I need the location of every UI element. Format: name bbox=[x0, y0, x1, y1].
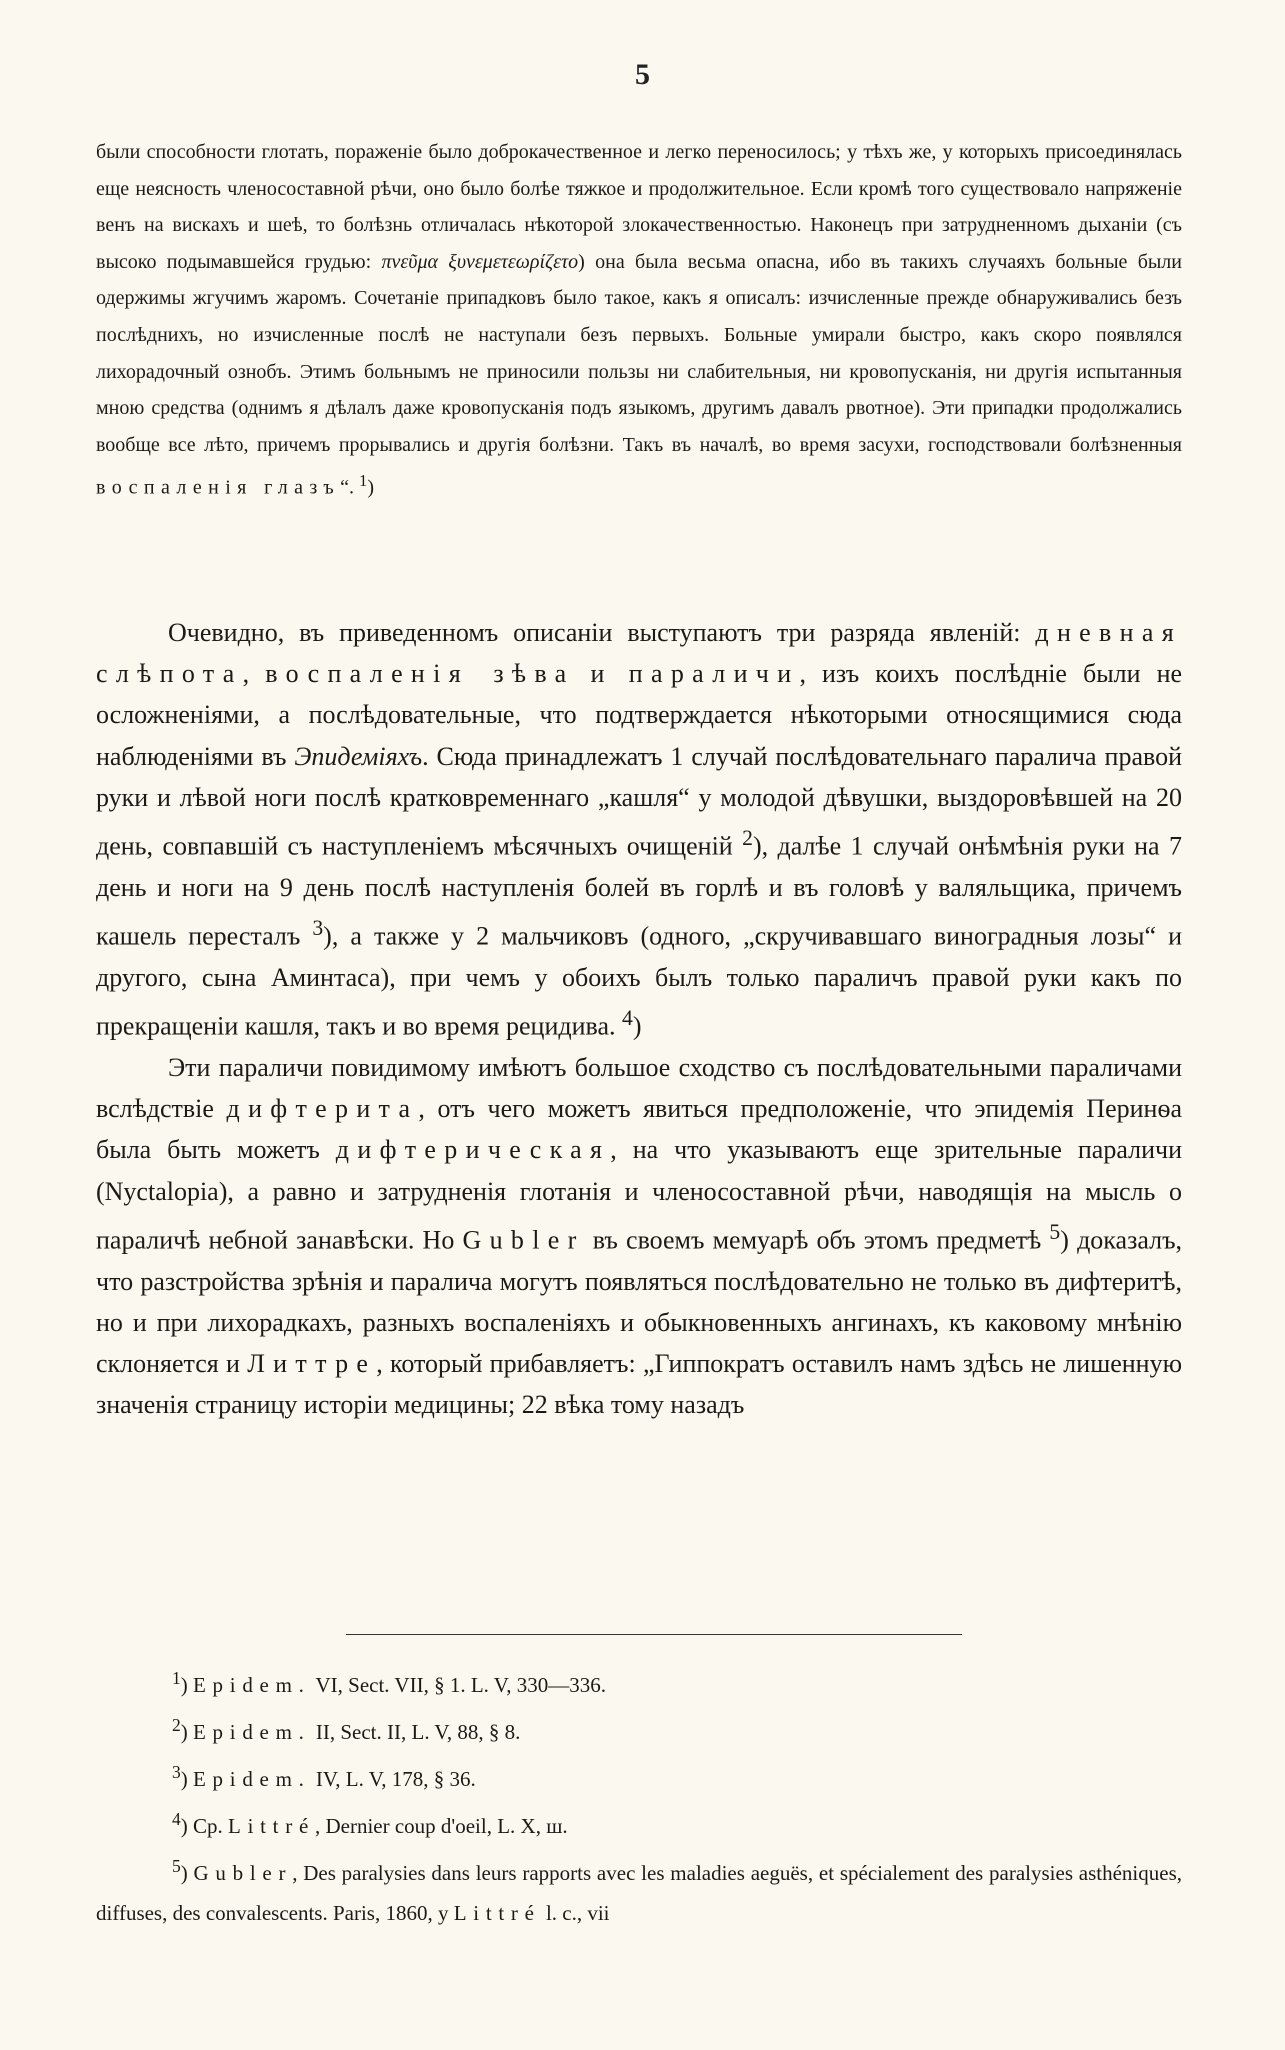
text: , на что указываютъ еще зрительные параличи (Nyctalopia), а равно и затрудненія глотанія и членосоставной рѣчи, наводящія на мысль о параличѣ небной занавѣски. Но bbox=[96, 1135, 1182, 1255]
text: . Сюда принадлежатъ 1 случай послѣдовательнаго паралича правой руки и лѣвой ноги послѣ кратковременнаго „кашля“ у молодой дѣвушки, выздоровѣвшей на 20 день, совпавшій съ наступленіемъ мѣсячныхъ очищеній bbox=[96, 741, 1183, 861]
text: Очевидно, въ приведенномъ описаніи выступаютъ три разряда явленій: bbox=[168, 618, 1021, 647]
footnotes bbox=[96, 1658, 1182, 1933]
text: , который прибавляетъ: „Гиппократъ оставилъ намъ здѣсь не лишенную значенія страницу исторіи медицины; 22 вѣка тому назадъ bbox=[96, 1349, 1183, 1420]
italic-term: Эпидеміяхъ bbox=[294, 741, 423, 771]
footnote: $^1$) Epidem. VI, Sect. VII, § 1. L. V, 330—336. bbox=[172, 1668, 606, 1697]
spaced-term: дифтерическая bbox=[335, 1135, 611, 1165]
spaced-term: Epidem. bbox=[193, 1767, 311, 1791]
quoted-passage bbox=[96, 134, 1182, 507]
page-number: 5 bbox=[635, 58, 650, 91]
text: ) доказалъ, что разстройства зрѣнія и паралича могутъ появляться послѣдовательно не только въ дифтеритѣ, но и при лихорадкахъ, разныхъ воспаленіяхъ и обыкновенныхъ ангинахъ, къ каковому мнѣнію склоняется и bbox=[96, 1225, 1183, 1379]
footnote-text: l. c., vii bbox=[540, 1901, 610, 1925]
spaced-term: дифтерита bbox=[226, 1094, 419, 1124]
spaced-term: воспаленія глазъ bbox=[96, 477, 341, 499]
spaced-term: Gubler bbox=[193, 1861, 293, 1885]
footnote-mark: 3 bbox=[172, 1762, 181, 1782]
footnote-text: II, Sect. II, L. V, 88, § 8. bbox=[310, 1720, 521, 1744]
footnote: $^4$) Cp. Littré, Dernier coup d'oeil, L. X, ш. bbox=[172, 1809, 568, 1838]
footnote-text: Cp. bbox=[193, 1814, 229, 1838]
text: ), далѣе 1 случай онѣмѣнія руки на 7 день и ноги на 9 день послѣ наступленія болей въ горлѣ и въ головѣ у валяльщика, причемъ кашель пересталъ bbox=[96, 831, 1183, 951]
spaced-term: Littré bbox=[453, 1901, 541, 1925]
quote-text: ) bbox=[367, 477, 374, 499]
footnote-text: , Des paralysies dans leurs rapports avec les maladies aeguës, et spécialement des paralysies asthéniques, diffuses, des convalescents. Paris, 1860, y bbox=[96, 1861, 1183, 1925]
footnote-ref: 4 bbox=[622, 1006, 633, 1031]
text: , отъ чего можетъ явиться предположеніе, что эпидемія Перинѳа была быть можетъ bbox=[96, 1094, 1182, 1165]
footnote-ref: 1 bbox=[359, 471, 368, 491]
quote-text: ) она была весьма опасна, ибо въ такихъ случаяхъ больные были одержимы жгучимъ жаромъ. Сочетаніе припадковъ было такое, какъ я описалъ: изчисленные прежде обнаруживались безъ послѣднихъ, но изчисленные послѣ не наступали безъ первыхъ. Больные умирали быстро, какъ скоро появлялся лихорадочный ознобъ. Этимъ больнымъ не приносили пользы ни слабительныя, ни кровопусканія, ни другія испытанныя мною средства (однимъ я дѣлалъ даже кровопусканія подъ языкомъ, другимъ давалъ рвотное). Эти припадки продолжались вообще все лѣто, причемъ прорывались и другія болѣзни. Такъ въ началѣ, во время засухи, господствовали болѣзненныя bbox=[96, 250, 1182, 456]
text: , bbox=[242, 659, 250, 689]
footnote-text: VI, Sect. VII, § 1. L. V, 330—336. bbox=[310, 1673, 606, 1697]
footnote-mark: 5 bbox=[172, 1856, 181, 1876]
footnote: $^2$) Epidem. II, Sect. II, L. V, 88, § 8. bbox=[172, 1715, 521, 1744]
paragraph bbox=[96, 1047, 1182, 1425]
spaced-term: воспаленія зѣва bbox=[265, 659, 575, 689]
spaced-term: Littré bbox=[228, 1814, 315, 1838]
footnote-text: , Dernier coup d'oeil, L. X, ш. bbox=[314, 1814, 568, 1838]
footnote-ref: 5 bbox=[1049, 1219, 1061, 1244]
text: въ своемъ мемуарѣ объ этомъ предметѣ bbox=[592, 1225, 1042, 1255]
spaced-term: Epidem. bbox=[193, 1720, 311, 1744]
footnote-mark: 2 bbox=[172, 1715, 181, 1735]
paragraph bbox=[96, 612, 1182, 1047]
text: Эти параличи повидимому имѣютъ большое сходство съ послѣдовательными параличами вслѣдствіе bbox=[96, 1053, 1182, 1124]
footnote: $^3$) Epidem. IV, L. V, 178, § 36. bbox=[172, 1762, 476, 1791]
text: ) bbox=[632, 1011, 642, 1041]
footnote-mark: 4 bbox=[172, 1809, 181, 1829]
footnote: $^5$) Gubler, Des paralysies dans leurs rapports avec les maladies aeguës, et spécialement des paralysies asthéniques, diffuses, des convalescents. Paris, 1860, y Littré l. c., vii bbox=[96, 1856, 1183, 1925]
text: , изъ коихъ послѣдніе были не осложненіями, а послѣдовательные, что подтверждается нѣкоторыми относящимися сюда наблюденіями въ bbox=[96, 659, 1183, 771]
spaced-term: дневная слѣпота bbox=[96, 618, 1183, 689]
footnote-ref: 3 bbox=[312, 916, 324, 941]
spaced-term: параличи bbox=[628, 659, 800, 689]
text: ), а также у 2 мальчиковъ (одного, „скручивавшаго виноградныя лозы“ и другого, сына Аминтаса), при чемъ у обоихъ былъ только параличъ правой руки какъ по прекращеніи кашля, такъ и во время рецидива. bbox=[96, 921, 1182, 1041]
main-text bbox=[96, 612, 1182, 1425]
spaced-term: Литтре bbox=[247, 1349, 377, 1379]
spaced-term: Epidem. bbox=[193, 1673, 311, 1697]
footnote-text: IV, L. V, 178, § 36. bbox=[310, 1767, 476, 1791]
footnote-divider bbox=[346, 1634, 962, 1635]
quote-text: “. bbox=[340, 477, 354, 499]
quote-text: были способности глотать, пораженіе было доброкачественное и легко переносилось; у тѣхъ же, у которыхъ присоединялась еще неясность членосоставной рѣчи, оно было болѣе тяжкое и продолжительное. Если кромѣ того существовало напряженіе венъ на вискахъ и шеѣ, то болѣзнь отличалась нѣкоторой злокачественностью. Наконецъ при затрудненномъ дыханіи (съ высоко подымавшейся грудью: bbox=[96, 141, 1182, 273]
footnote-ref: 2 bbox=[742, 826, 753, 851]
spaced-term: Gubler bbox=[462, 1225, 585, 1255]
text: и bbox=[590, 659, 613, 689]
greek-phrase: πνεῦμα ξυνεμετεωρίζετο bbox=[381, 250, 579, 273]
footnote-mark: 1 bbox=[172, 1668, 181, 1688]
